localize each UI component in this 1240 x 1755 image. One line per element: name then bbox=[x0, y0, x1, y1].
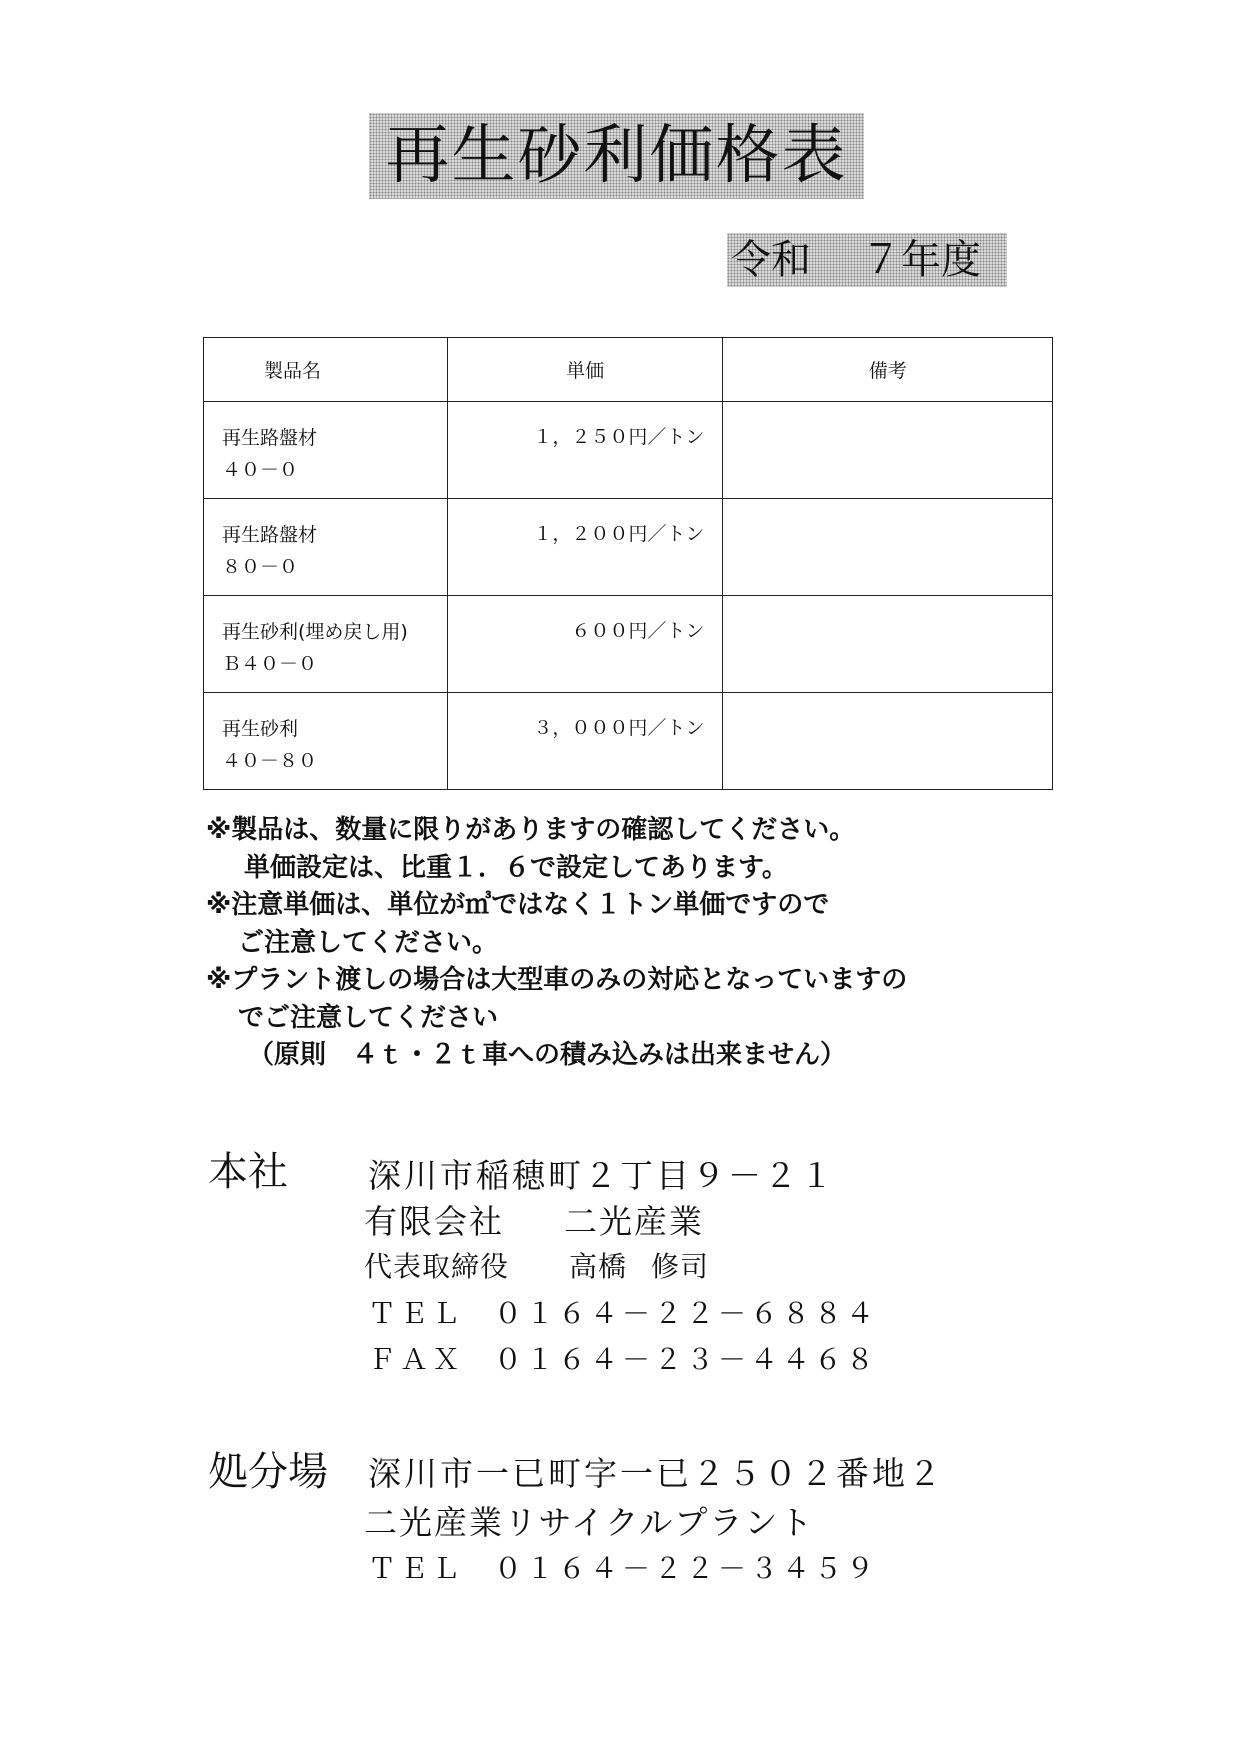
company-name: 二光産業 bbox=[564, 1202, 704, 1241]
notes-section bbox=[206, 812, 1066, 1075]
disposal-site-label: 処分場 bbox=[208, 1449, 328, 1495]
product-name-cell bbox=[204, 499, 448, 596]
table-row bbox=[204, 499, 1053, 596]
table-header-row bbox=[204, 338, 1053, 402]
product-name: 再生路盤材 bbox=[222, 524, 318, 546]
head-office-tel bbox=[368, 1292, 878, 1332]
header-remarks: 備考 bbox=[723, 338, 1053, 402]
remarks-cell bbox=[723, 402, 1053, 499]
product-size: ８０－０ bbox=[222, 556, 299, 578]
product-name: 再生砂利 bbox=[222, 718, 299, 740]
page-title: 再生砂利価格表 bbox=[369, 113, 864, 199]
disposal-site-address: 深川市一已町字一已２５０２番地２ bbox=[368, 1454, 944, 1493]
note-line: ※製品は、数量に限りがありますの確認してください。 bbox=[206, 815, 856, 845]
note-line: ※注意単価は、単位が㎥ではなく１トン単価ですので bbox=[206, 890, 830, 920]
tel-label: ＴＥＬ bbox=[368, 1297, 465, 1330]
unit-price: １，２５０円／トン bbox=[447, 402, 723, 499]
tel-number: ０１６４－２２－６８８４ bbox=[494, 1297, 879, 1330]
unit-price: ３，０００円／トン bbox=[447, 693, 723, 790]
note-line: 単価設定は、比重１．６で設定してあります。 bbox=[244, 852, 788, 883]
table-row bbox=[204, 693, 1053, 790]
head-office-fax bbox=[368, 1338, 878, 1378]
product-size: Ｂ４０－０ bbox=[222, 653, 318, 675]
note-line: ご注意してください。 bbox=[238, 927, 499, 958]
table-row bbox=[204, 402, 1053, 499]
note-line: でご注意してください bbox=[238, 1002, 499, 1033]
rep-surname: 高橋 bbox=[569, 1250, 628, 1283]
remarks-cell bbox=[723, 693, 1053, 790]
remarks-cell bbox=[723, 596, 1053, 693]
representative-line bbox=[364, 1245, 709, 1285]
header-unit-price: 単価 bbox=[447, 338, 723, 402]
company-line bbox=[364, 1196, 704, 1243]
era-name: 令和 bbox=[731, 237, 811, 283]
product-size: ４０－０ bbox=[222, 459, 299, 481]
rep-given-name: 修司 bbox=[651, 1250, 710, 1283]
rep-title: 代表取締役 bbox=[364, 1250, 510, 1283]
price-table bbox=[203, 337, 1053, 790]
year-value: ７年度 bbox=[861, 237, 981, 283]
unit-price: ６００円／トン bbox=[447, 596, 723, 693]
fiscal-year bbox=[727, 233, 1007, 287]
tel-number: ０１６４－２２－３４５９ bbox=[494, 1552, 879, 1585]
product-name-cell bbox=[204, 693, 448, 790]
table-row bbox=[204, 596, 1053, 693]
company-type: 有限会社 bbox=[364, 1202, 504, 1241]
head-office-address: 深川市稲穂町２丁目９－２１ bbox=[368, 1156, 836, 1195]
remarks-cell bbox=[723, 499, 1053, 596]
head-office-label: 本社 bbox=[208, 1149, 288, 1195]
fax-number: ０１６４－２３－４４６８ bbox=[494, 1343, 879, 1376]
product-size: ４０－８０ bbox=[222, 750, 318, 772]
product-name: 再生路盤材 bbox=[222, 427, 318, 449]
note-line: （原則 ４ｔ・２ｔ車への積み込みは出来ません） bbox=[248, 1040, 847, 1070]
product-name-cell bbox=[204, 402, 448, 499]
fax-label: ＦＡＸ bbox=[368, 1343, 465, 1376]
product-name-cell bbox=[204, 596, 448, 693]
unit-price: １，２００円／トン bbox=[447, 499, 723, 596]
header-product-name: 製品名 bbox=[204, 338, 448, 402]
disposal-site-tel bbox=[368, 1547, 878, 1587]
tel-label: ＴＥＬ bbox=[368, 1552, 465, 1585]
plant-name: 二光産業リサイクルプラント bbox=[364, 1503, 815, 1542]
note-line: ※プラント渡しの場合は大型車のみの対応となっていますの bbox=[206, 965, 908, 995]
product-name: 再生砂利(埋め戻し用) bbox=[222, 621, 408, 643]
